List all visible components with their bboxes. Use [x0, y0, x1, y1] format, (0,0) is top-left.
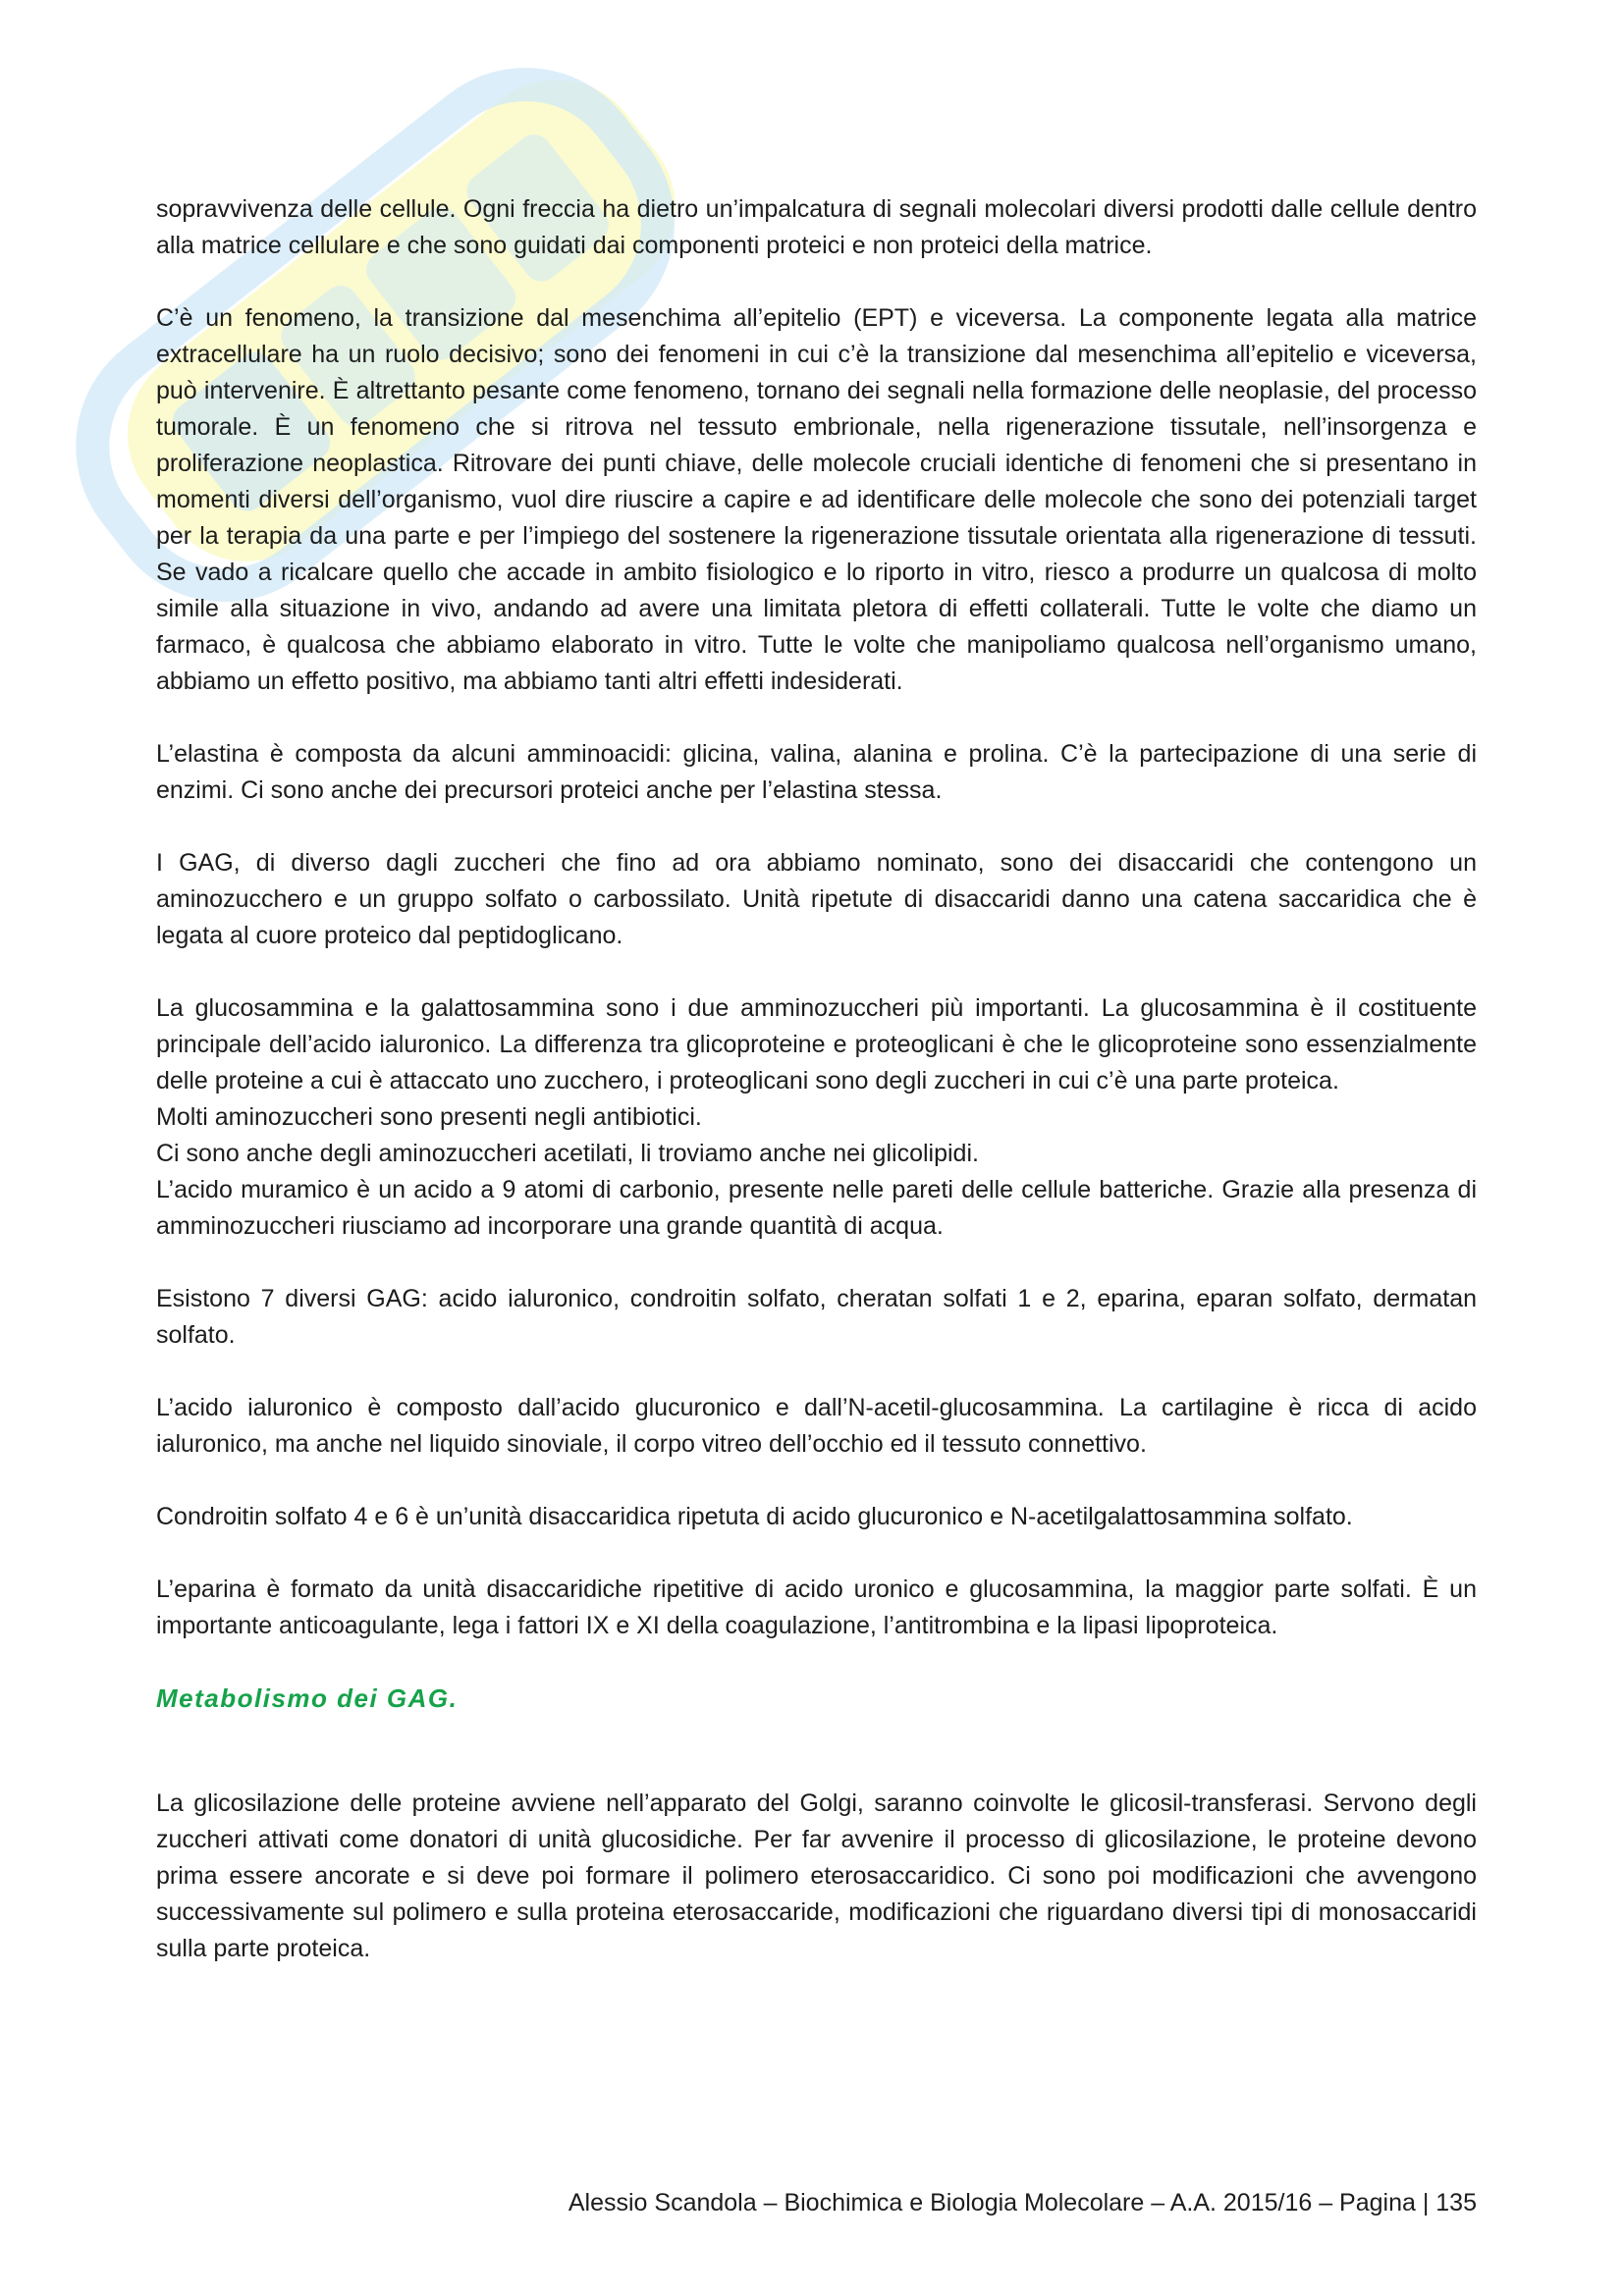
paragraph	[156, 1499, 1477, 1535]
paragraph-line: Ci sono anche degli aminozuccheri acetilati, li troviamo anche nei glicolipidi.	[156, 1140, 979, 1167]
paragraph-line: L’acido muramico è un acido a 9 atomi di carbonio, presente nelle pareti delle cellule batteriche. Grazie alla presenza di amminozuccheri riusciamo ad incorporare una grande quantità di acqua.	[156, 1176, 1477, 1240]
paragraph-line: L’acido ialuronico è composto dall’acido glucuronico e dall’N-acetil-glucosammina. La cartilagine è ricca di acido ialuronico, ma anche nel liquido sinoviale, il corpo vitreo dell’occhio ed il tessuto connettivo.	[156, 1394, 1477, 1458]
paragraph	[156, 1390, 1477, 1463]
paragraph	[156, 845, 1477, 954]
paragraph-line: Condroitin solfato 4 e 6 è un’unità disaccaridica ripetuta di acido glucuronico e N-acetilgalattosammina solfato.	[156, 1503, 1353, 1530]
paragraph-line: Esistono 7 diversi GAG: acido ialuronico, condroitin solfato, cheratan solfati 1 e 2, eparina, eparan solfato, dermatan solfato.	[156, 1285, 1477, 1349]
paragraph-line: I GAG, di diverso dagli zuccheri che fino ad ora abbiamo nominato, sono dei disaccaridi che contengono un aminozucchero e un gruppo solfato o carbossilato. Unità ripetute di disaccaridi danno una catena saccaridica che è legata al cuore proteico dal peptidoglicano.	[156, 849, 1477, 949]
paragraph-line: L’eparina è formato da unità disaccaridiche ripetitive di acido uronico e glucosammina, la maggior parte solfati. È un importante anticoagulante, lega i fattori IX e XI della coagulazione, l’antitrombina e la lipasi lipoproteica.	[156, 1575, 1477, 1639]
paragraph	[156, 191, 1477, 264]
paragraph	[156, 1281, 1477, 1354]
paragraph	[156, 1572, 1477, 1644]
paragraph	[156, 990, 1477, 1245]
paragraph	[156, 300, 1477, 700]
paragraph-line: La glucosammina e la galattosammina sono i due amminozuccheri più importanti. La glucosammina è il costituente principale dell’acido ialuronico. La differenza tra glicoproteine e proteoglicani è che le glicoproteine sono essenzialmente delle proteine a cui è attaccato uno zucchero, i proteoglicani sono degli zuccheri in cui c’è una parte proteica.	[156, 994, 1477, 1095]
paragraph-line: La glicosilazione delle proteine avviene nell’apparato del Golgi, saranno coinvolte le glicosil-transferasi. Servono degli zuccheri attivati come donatori di unità glucosidiche. Per far avvenire il processo di glicosilazione, le proteine devono prima essere ancorate e si deve poi formare il polimero eterosaccaridico. Ci sono poi modificazioni che avvengono successivamente sul polimero e sulla proteina eterosaccaride, modificazioni che riguardano diversi tipi di monosaccaridi sulla parte proteica.	[156, 1789, 1477, 1962]
paragraph-line: L’elastina è composta da alcuni amminoacidi: glicina, valina, alanina e prolina. C’è la partecipazione di una serie di enzimi. Ci sono anche dei precursori proteici anche per l’elastina stessa.	[156, 740, 1477, 804]
paragraph	[156, 736, 1477, 809]
paragraph	[156, 1786, 1477, 1967]
paragraph-line: Molti aminozuccheri sono presenti negli antibiotici.	[156, 1103, 702, 1131]
page-footer: Alessio Scandola – Biochimica e Biologia Molecolare – A.A. 2015/16 – Pagina | 135	[568, 2189, 1477, 2216]
section-heading: Metabolismo dei GAG.	[156, 1683, 459, 1713]
page-body	[156, 191, 1477, 2003]
paragraph-line: C’è un fenomeno, la transizione dal mesenchima all’epitelio (EPT) e viceversa. La componente legata alla matrice extracellulare ha un ruolo decisivo; sono dei fenomeni in cui c’è la transizione dal mesenchima all’epitelio e viceversa, può intervenire. È altrettanto pesante come fenomeno, tornano dei segnali nella formazione delle neoplasie, del processo tumorale. È un fenomeno che si ritrova nel tessuto embrionale, nella rigenerazione tissutale, nell’insorgenza e proliferazione neoplastica. Ritrovare dei punti chiave, delle molecole cruciali identiche di fenomeni che si presentano in momenti diversi dell’organismo, vuol dire riuscire a capire e ad identificare delle molecole che sono dei potenziali target per la terapia da una parte e per l’impiego del sostenere la rigenerazione tissutale orientata alla rigenerazione di tessuti. Se vado a ricalcare quello che accade in ambito fisiologico e lo riporto in vitro, riesco a produrre un qualcosa di molto simile alla situazione in vivo, andando ad avere una limitata pletora di effetti collaterali. Tutte le volte che diamo un farmaco, è qualcosa che abbiamo elaborato in vitro. Tutte le volte che manipoliamo qualcosa nell’organismo umano, abbiamo un effetto positivo, ma abbiamo tanti altri effetti indesiderati.	[156, 304, 1477, 695]
paragraph-line: sopravvivenza delle cellule. Ogni freccia ha dietro un’impalcatura di segnali molecolari diversi prodotti dalle cellule dentro alla matrice cellulare e che sono guidati dai componenti proteici e non proteici della matrice.	[156, 195, 1477, 259]
